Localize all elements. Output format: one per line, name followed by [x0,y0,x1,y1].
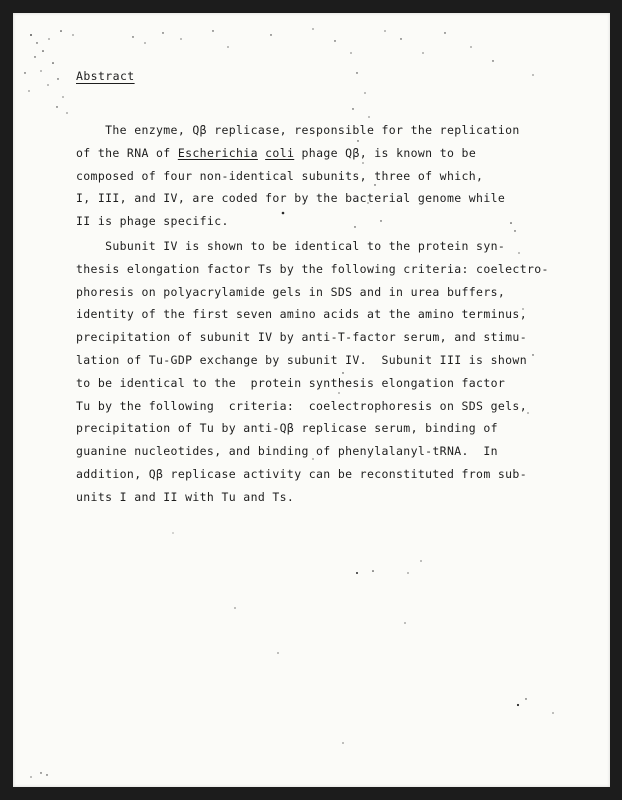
text-segment: of the RNA of [76,145,178,160]
abstract-paragraph-2 [76,235,549,509]
text-line [76,486,549,509]
text-line [76,258,549,281]
text-line [76,303,549,326]
text-segment: units I and II with Tu and Ts. [76,489,295,504]
text-line [76,165,520,188]
text-segment: phage Qβ, is known to be [294,145,477,160]
document-page [13,13,610,787]
text-line [76,210,520,233]
text-segment: addition, Qβ replicase activity can be reconstituted from sub- [76,466,527,481]
abstract-paragraph-1 [76,119,520,233]
text-segment: I, III, and IV, are coded for by the bacterial genome while [76,191,506,206]
text-line [76,326,549,349]
text-segment: composed of four non-identical subunits, three of which, [76,168,484,183]
text-segment: to be identical to the protein synthesis elongation factor [76,375,506,390]
text-segment: identity of the first seven amino acids at the amino terminus, [76,307,527,322]
underlined-term: Escherichia [177,145,258,160]
text-segment: guanine nucleotides, and binding of phenylalanyl-tRNA. In [76,444,498,459]
text-line [76,187,520,210]
text-line [76,395,549,418]
text-line [76,349,549,372]
text-segment: precipitation of subunit IV by anti-T-factor serum, and stimu- [76,330,527,345]
text-segment: lation of Tu-GDP exchange by subunit IV. Subunit III is shown [76,352,527,367]
text-line [76,281,549,304]
text-segment: phoresis on polyacrylamide gels in SDS and in urea buffers, [76,284,506,299]
text-segment: thesis elongation factor Ts by the following criteria: coelectro- [76,261,549,276]
text-segment: Subunit IV is shown to be identical to the protein syn- [76,239,506,253]
abstract-heading: Abstract [76,69,135,83]
text-line [76,235,549,258]
text-line [76,463,549,486]
text-segment: Tu by the following criteria: coelectrophoresis on SDS gels, [76,398,527,413]
text-line [76,119,520,142]
text-line [76,372,549,395]
text-line [76,142,520,165]
text-line [76,440,549,463]
text-segment: II is phage specific. [76,214,229,229]
underlined-term: coli [265,145,295,160]
text-segment: The enzyme, Qβ replicase, responsible for the replication [76,123,520,137]
text-line [76,417,549,440]
text-segment: precipitation of Tu by anti-Qβ replicase serum, binding of [76,421,498,436]
